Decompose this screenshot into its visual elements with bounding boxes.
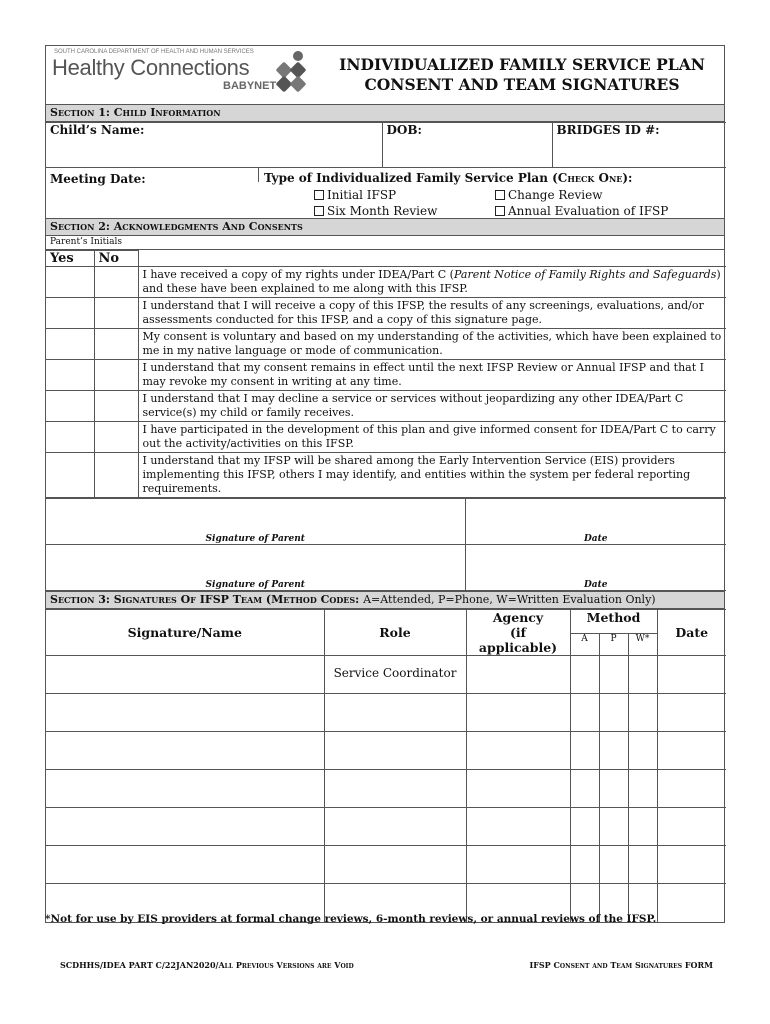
- team-date-cell[interactable]: [657, 808, 726, 846]
- col-signature-name: Signature/Name: [46, 610, 324, 656]
- ack-item: I understand that I will receive a copy of this IFSP, the results of any screenings, evaluations, and/or assessments conducted for this IFSP, and a copy of this signature page.: [138, 298, 726, 329]
- team-signatures-table: [46, 609, 726, 922]
- col-agency: [466, 610, 570, 656]
- form-title-line1: INDIVIDUALIZED FAMILY SERVICE PLAN: [339, 55, 705, 74]
- col-method-p: P: [599, 633, 628, 655]
- check-one-text: Check One: [557, 171, 623, 185]
- ack-item: I understand that my IFSP will be shared among the Early Intervention Service (EIS) providers implementing this IFSP, others I may identify, and entities within the system per federal reporting requirements.: [138, 453, 726, 498]
- ack-item: [138, 267, 726, 298]
- col-method: Method: [570, 610, 657, 634]
- option-change[interactable]: [495, 188, 603, 202]
- team-role-cell[interactable]: [324, 770, 466, 808]
- yes-initial-cell[interactable]: [46, 329, 94, 360]
- no-initial-cell[interactable]: [94, 422, 138, 453]
- logo-sub: BABYNET: [223, 80, 277, 92]
- ack-item: I have participated in the development of this plan and give informed consent for IDEA/Part C to carry out the activity/activities on this IFSP.: [138, 422, 726, 453]
- col-method-w: W*: [628, 633, 657, 655]
- team-agency-cell[interactable]: [466, 770, 570, 808]
- agency-line: SOUTH CAROLINA DEPARTMENT OF HEALTH AND HUMAN SERVICES: [54, 49, 254, 55]
- method-a-cell[interactable]: [570, 656, 599, 694]
- acknowledgments-table: [46, 250, 726, 498]
- checkbox-icon[interactable]: [495, 206, 505, 216]
- ack-item: My consent is voluntary and based on my understanding of the activities, which have been explained to me in my native language or mode of communication.: [138, 329, 726, 360]
- bridges-id-label: BRIDGES ID #:: [556, 123, 660, 137]
- logo-mark-icon: [274, 50, 310, 94]
- ack-item: I understand that I may decline a service or services without jeopardizing any other IDEA/Part C service(s) my child or family receives.: [138, 391, 726, 422]
- method-p-cell[interactable]: [599, 770, 628, 808]
- option-six-month[interactable]: [314, 204, 437, 218]
- parent-signature-2[interactable]: [46, 545, 465, 591]
- no-initial-cell[interactable]: [94, 360, 138, 391]
- yes-initial-cell[interactable]: [46, 267, 94, 298]
- footnote: *Not for use by EIS providers at formal change reviews, 6-month reviews, or annual reviews of the IFSP.: [45, 913, 657, 925]
- meeting-date-label[interactable]: Meeting Date:: [50, 172, 146, 186]
- parent-date-2[interactable]: [465, 545, 726, 591]
- team-agency-cell[interactable]: [466, 694, 570, 732]
- no-initial-cell[interactable]: [94, 267, 138, 298]
- section1-heading: Section 1: Child Information: [46, 104, 724, 122]
- team-agency-cell[interactable]: [466, 656, 570, 694]
- no-initial-cell[interactable]: [94, 453, 138, 498]
- parent-signature-1[interactable]: [46, 499, 465, 545]
- col-role: Role: [324, 610, 466, 656]
- yes-initial-cell[interactable]: [46, 298, 94, 329]
- col-date: Date: [657, 610, 726, 656]
- method-p-cell[interactable]: [599, 656, 628, 694]
- method-p-cell[interactable]: [599, 846, 628, 884]
- option-six-month-label: Six Month Review: [327, 204, 438, 218]
- team-role-cell[interactable]: [324, 732, 466, 770]
- yes-initial-cell[interactable]: [46, 391, 94, 422]
- team-agency-cell[interactable]: [466, 846, 570, 884]
- ack-header-blank: [138, 251, 726, 267]
- footer-right: IFSP Consent and Team Signatures FORM: [529, 960, 713, 970]
- form-title: [322, 55, 722, 95]
- dob-label: DOB:: [386, 123, 422, 137]
- ack-item-1-post: ) and these have been explained to me along with this IFSP.: [142, 268, 721, 295]
- date-label: Date: [583, 580, 608, 590]
- team-role-cell[interactable]: [324, 808, 466, 846]
- method-w-cell[interactable]: [628, 846, 657, 884]
- section2-heading: Section 2: Acknowledgments And Consents: [46, 218, 724, 236]
- plan-type-close: ):: [622, 171, 633, 185]
- section3-heading: [46, 591, 724, 609]
- option-change-label: Change Review: [508, 188, 603, 202]
- plan-type-label: [264, 171, 632, 185]
- parents-initials-label: Parent’s Initials: [46, 236, 724, 250]
- ack-item-1-pre: I have received a copy of my rights under IDEA/Part C (: [142, 268, 454, 281]
- method-a-cell[interactable]: [570, 770, 599, 808]
- meeting-row: [46, 168, 724, 218]
- yes-initial-cell[interactable]: [46, 422, 94, 453]
- team-date-cell[interactable]: [657, 770, 726, 808]
- parent-date-1[interactable]: [465, 499, 726, 545]
- date-label: Date: [583, 534, 608, 544]
- parent-signature-table: [46, 498, 726, 591]
- child-name-field[interactable]: [46, 123, 382, 168]
- yes-initial-cell[interactable]: [46, 360, 94, 391]
- dob-field[interactable]: [382, 123, 552, 168]
- checkbox-icon[interactable]: [495, 190, 505, 200]
- option-initial[interactable]: [314, 188, 396, 202]
- col-agency-line1: Agency: [492, 610, 544, 625]
- method-a-cell[interactable]: [570, 808, 599, 846]
- col-agency-line2: (if applicable): [478, 625, 558, 655]
- team-date-cell[interactable]: [657, 656, 726, 694]
- method-w-cell[interactable]: [628, 694, 657, 732]
- team-signature-cell[interactable]: [46, 770, 324, 808]
- bridges-id-field[interactable]: [552, 123, 726, 168]
- method-a-cell[interactable]: [570, 732, 599, 770]
- team-signature-cell[interactable]: [46, 694, 324, 732]
- child-name-label: Child’s Name:: [50, 123, 145, 137]
- method-p-cell[interactable]: [599, 808, 628, 846]
- method-p-cell[interactable]: [599, 694, 628, 732]
- team-signature-cell[interactable]: [46, 808, 324, 846]
- team-signature-cell[interactable]: [46, 846, 324, 884]
- method-w-cell[interactable]: [628, 656, 657, 694]
- ack-item: I understand that my consent remains in effect until the next IFSP Review or Annual IFSP and that I may revoke my consent in writing at any time.: [138, 360, 726, 391]
- method-w-cell[interactable]: [628, 770, 657, 808]
- team-signature-cell[interactable]: [46, 656, 324, 694]
- team-date-cell[interactable]: [657, 846, 726, 884]
- plan-type-text: Type of Individualized Family Service Plan (: [264, 171, 558, 185]
- form-title-line2: CONSENT AND TEAM SIGNATURES: [364, 75, 680, 94]
- team-agency-cell[interactable]: [466, 808, 570, 846]
- team-role-cell: Service Coordinator: [324, 656, 466, 694]
- no-initial-cell[interactable]: [94, 391, 138, 422]
- team-role-cell[interactable]: [324, 846, 466, 884]
- team-signature-cell[interactable]: [46, 732, 324, 770]
- checkbox-icon[interactable]: [314, 190, 324, 200]
- no-initial-cell[interactable]: [94, 298, 138, 329]
- meeting-divider: [258, 168, 259, 182]
- team-role-cell[interactable]: [324, 694, 466, 732]
- footer-left: SCDHHS/IDEA PART C/22JAN2020/All Previous Versions are Void: [60, 960, 354, 970]
- signature-label: Signature of Parent: [205, 534, 305, 544]
- team-date-cell[interactable]: [657, 732, 726, 770]
- method-a-cell[interactable]: [570, 846, 599, 884]
- section3-method-codes: A=Attended, P=Phone, W=Written Evaluation Only): [363, 593, 656, 606]
- no-initial-cell[interactable]: [94, 329, 138, 360]
- team-date-cell[interactable]: [657, 884, 726, 922]
- option-annual[interactable]: [495, 204, 668, 218]
- col-method-a: A: [570, 633, 599, 655]
- no-header: No: [94, 251, 138, 267]
- signature-label: Signature of Parent: [205, 580, 305, 590]
- checkbox-icon[interactable]: [314, 206, 324, 216]
- option-annual-label: Annual Evaluation of IFSP: [508, 204, 669, 218]
- child-info-table: [46, 122, 726, 168]
- method-a-cell[interactable]: [570, 694, 599, 732]
- method-p-cell[interactable]: [599, 732, 628, 770]
- yes-initial-cell[interactable]: [46, 453, 94, 498]
- logo-name: Healthy Connections: [52, 55, 250, 80]
- option-initial-label: Initial IFSP: [327, 188, 397, 202]
- team-agency-cell[interactable]: [466, 732, 570, 770]
- yes-header: Yes: [46, 251, 94, 267]
- ack-item-1-italic: Parent Notice of Family Rights and Safeguards: [453, 268, 717, 281]
- method-w-cell[interactable]: [628, 808, 657, 846]
- team-date-cell[interactable]: [657, 694, 726, 732]
- consent-form: [45, 45, 725, 923]
- method-w-cell[interactable]: [628, 732, 657, 770]
- form-header: [46, 46, 724, 104]
- section3-heading-bold: Section 3: Signatures Of IFSP Team (Method Codes:: [50, 593, 364, 606]
